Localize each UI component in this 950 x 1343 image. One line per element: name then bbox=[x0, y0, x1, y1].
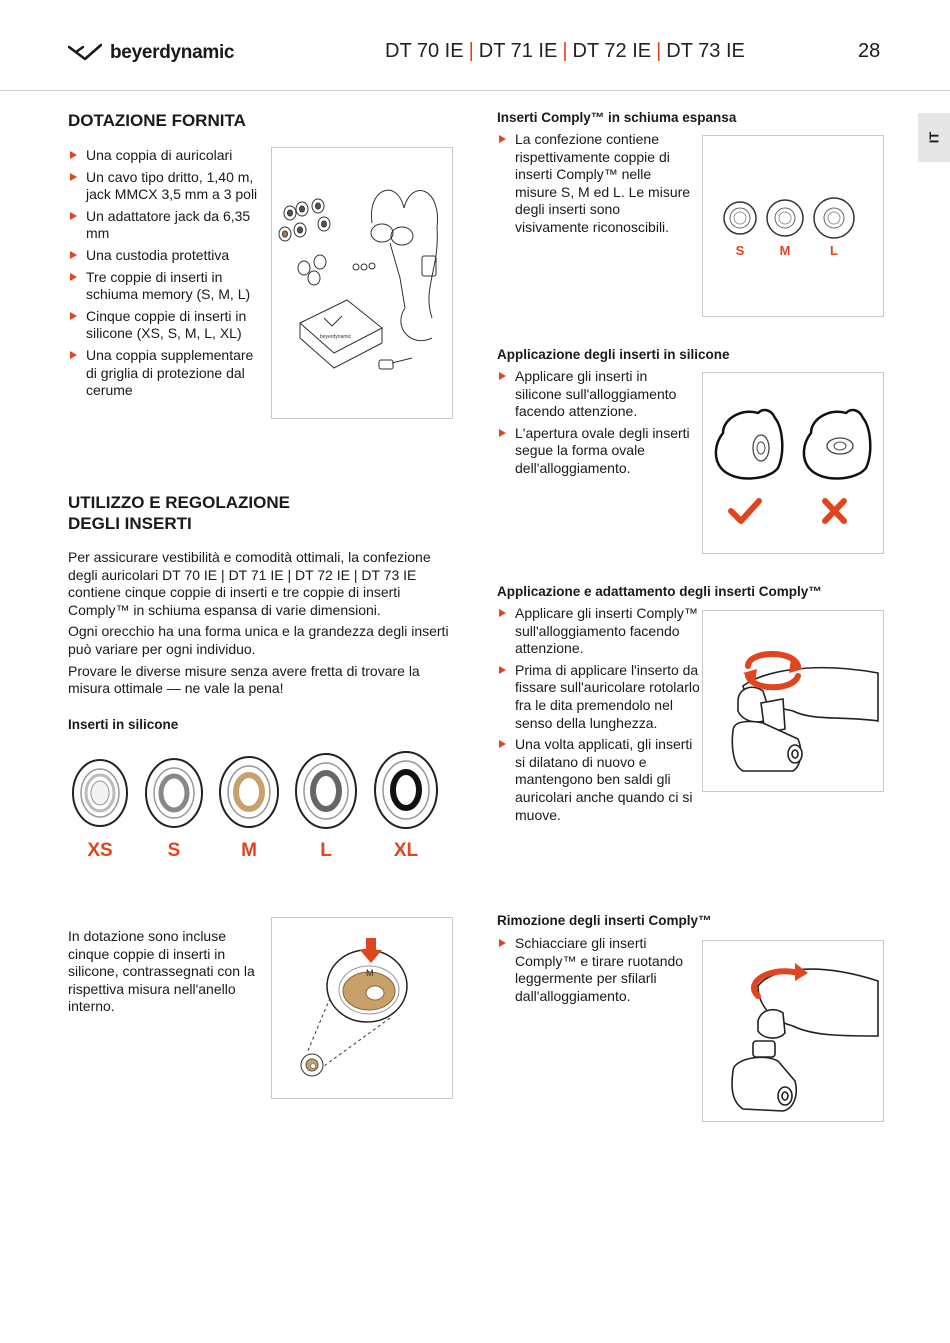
comply-tip-l-icon bbox=[814, 198, 854, 238]
carry-case-icon bbox=[300, 300, 382, 368]
comply-remove-illustration bbox=[702, 940, 884, 1122]
list-item: Applicare gli inserti in silicone sull'alloggiamento facendo attenzione. bbox=[497, 368, 697, 421]
list-item: L'apertura ovale degli inserti segue la forma ovale dell'alloggiamento. bbox=[497, 425, 697, 478]
list-item: Tre coppie di inserti in schiuma memory (S, M, L) bbox=[68, 269, 263, 304]
ear-tip-xl-icon bbox=[375, 752, 437, 828]
beyerdynamic-logo-icon bbox=[68, 43, 102, 63]
ear-tip-xs-icon bbox=[73, 760, 127, 826]
earpiece-icon bbox=[732, 1041, 796, 1111]
cross-icon bbox=[825, 501, 844, 521]
comply-sizes-illustration bbox=[702, 135, 884, 317]
comply-list bbox=[497, 131, 692, 241]
comply-tip-s-icon bbox=[724, 202, 756, 234]
list-item: Un cavo tipo dritto, 1,40 m, jack MMCX 3,5 mm a 3 poli bbox=[68, 169, 263, 204]
list-item: Cinque coppie di inserti in silicone (XS, S, M, L, XL) bbox=[68, 308, 263, 343]
ear-tips-icon bbox=[279, 199, 375, 285]
included-tips-text: In dotazione sono incluse cinque coppie di inserti in silicone, contrassegnati con la rispettiva misura nell'anello interno. bbox=[68, 928, 255, 1015]
list-item: Schiacciare gli inserti Comply™ e tirare ruotando leggermente per sfilarli dall'alloggiamento. bbox=[497, 935, 692, 1005]
list-item: La confezione contiene rispettivamente coppie di inserti Comply™ nelle misure S, M ed L. Le misure degli inserti sono visivamente riconoscibili. bbox=[497, 131, 692, 237]
header-divider bbox=[0, 90, 950, 91]
checkmark-icon bbox=[731, 501, 759, 521]
language-tab[interactable]: IT bbox=[918, 113, 950, 162]
page-number: 28 bbox=[858, 40, 881, 62]
package-contents-illustration bbox=[271, 147, 453, 419]
paragraph: Provare le diverse misure senza avere fretta di trovare la misura ottimale — ne vale la pena! bbox=[68, 662, 420, 697]
ear-tip-l-icon bbox=[296, 754, 356, 828]
ear-tip-s-icon bbox=[146, 759, 202, 827]
usage-text bbox=[68, 549, 458, 698]
list-item: Una custodia protettiva bbox=[68, 247, 263, 265]
fingers-icon bbox=[758, 969, 878, 1038]
size-label-xl: XL bbox=[393, 840, 419, 861]
list-item: Applicare gli inserti Comply™ sull'alloggiamento facendo attenzione. bbox=[497, 605, 702, 658]
comply-apply-title: Applicazione e adattamento degli inserti Comply™ bbox=[497, 584, 822, 599]
list-item: Una volta applicati, gli inserti si dilatano di nuovo e mantengono ben saldi gli auricolari anche quando ci si muove. bbox=[497, 736, 702, 824]
comply-tip-m-icon bbox=[767, 200, 803, 236]
comply-size-label-m: M bbox=[779, 243, 791, 258]
list-item: Una coppia di auricolari bbox=[68, 147, 263, 165]
comply-apply-illustration bbox=[702, 610, 884, 792]
comply-size-label-l: L bbox=[830, 243, 838, 258]
supplied-title: DOTAZIONE FORNITA bbox=[68, 111, 246, 130]
comply-title: Inserti Comply™ in schiuma espansa bbox=[497, 110, 737, 125]
comply-size-label-s: S bbox=[735, 243, 745, 258]
size-label-s: S bbox=[167, 840, 181, 861]
list-item: Una coppia supplementare di griglia di protezione dal cerume bbox=[68, 347, 263, 400]
size-label-xs: XS bbox=[87, 840, 113, 861]
brand-name: beyerdynamic bbox=[110, 42, 235, 63]
size-marking-illustration bbox=[271, 917, 453, 1099]
silicone-orientation-illustration bbox=[702, 372, 884, 554]
wrong-orientation-icon bbox=[804, 410, 870, 479]
ear-tip-magnified-icon bbox=[327, 950, 407, 1022]
silicone-title: Inserti in silicone bbox=[68, 717, 179, 732]
model-name: DT 71 IE bbox=[478, 40, 558, 62]
comply-apply-list bbox=[497, 605, 702, 828]
brand-logo bbox=[68, 42, 234, 64]
silicone-apply-title: Applicazione degli inserti in silicone bbox=[497, 347, 730, 362]
size-label-l: L bbox=[320, 840, 332, 861]
earpiece-icon bbox=[732, 721, 802, 771]
model-name: DT 70 IE bbox=[385, 40, 464, 62]
list-item: Un adattatore jack da 6,35 mm bbox=[68, 208, 263, 243]
paragraph: Per assicurare vestibilità e comodità ottimali, la confezione degli auricolari DT 70 IE | DT 71 IE | DT 72 IE | DT 73 IE contiene cinque coppie di inserti e tre coppie di inserti Comply™ in schiuma espansa di varie dimensioni. bbox=[68, 549, 431, 618]
earphones-icon bbox=[371, 190, 438, 369]
comply-remove-list bbox=[497, 935, 692, 1009]
ear-tip-m-icon bbox=[220, 757, 278, 827]
ring-mark-text: M bbox=[366, 968, 374, 978]
paragraph: Ogni orecchio ha una forma unica e la grandezza degli inserti può variare per ogni individuo. bbox=[68, 623, 449, 657]
supplied-list bbox=[68, 147, 263, 404]
list-item: Prima di applicare l'inserto da fissare sull'auricolare rotolarlo fra le dita premendolo nel senso della lunghezza. bbox=[497, 662, 702, 732]
correct-orientation-icon bbox=[716, 410, 782, 479]
ear-tip-small-icon bbox=[301, 1054, 323, 1076]
model-name: DT 73 IE bbox=[666, 40, 745, 62]
silicone-apply-list bbox=[497, 368, 697, 482]
size-label-m: M bbox=[241, 840, 257, 861]
case-logo-text: beyerdynamic bbox=[320, 334, 352, 340]
model-name: DT 72 IE bbox=[572, 40, 652, 62]
model-list: DT 70 IE | DT 71 IE | DT 72 IE | DT 73 IE bbox=[385, 40, 745, 62]
silicone-sizes-illustration bbox=[68, 750, 448, 830]
comply-remove-title: Rimozione degli inserti Comply™ bbox=[497, 913, 712, 928]
usage-title: UTILIZZO E REGOLAZIONE DEGLI INSERTI bbox=[68, 493, 290, 533]
